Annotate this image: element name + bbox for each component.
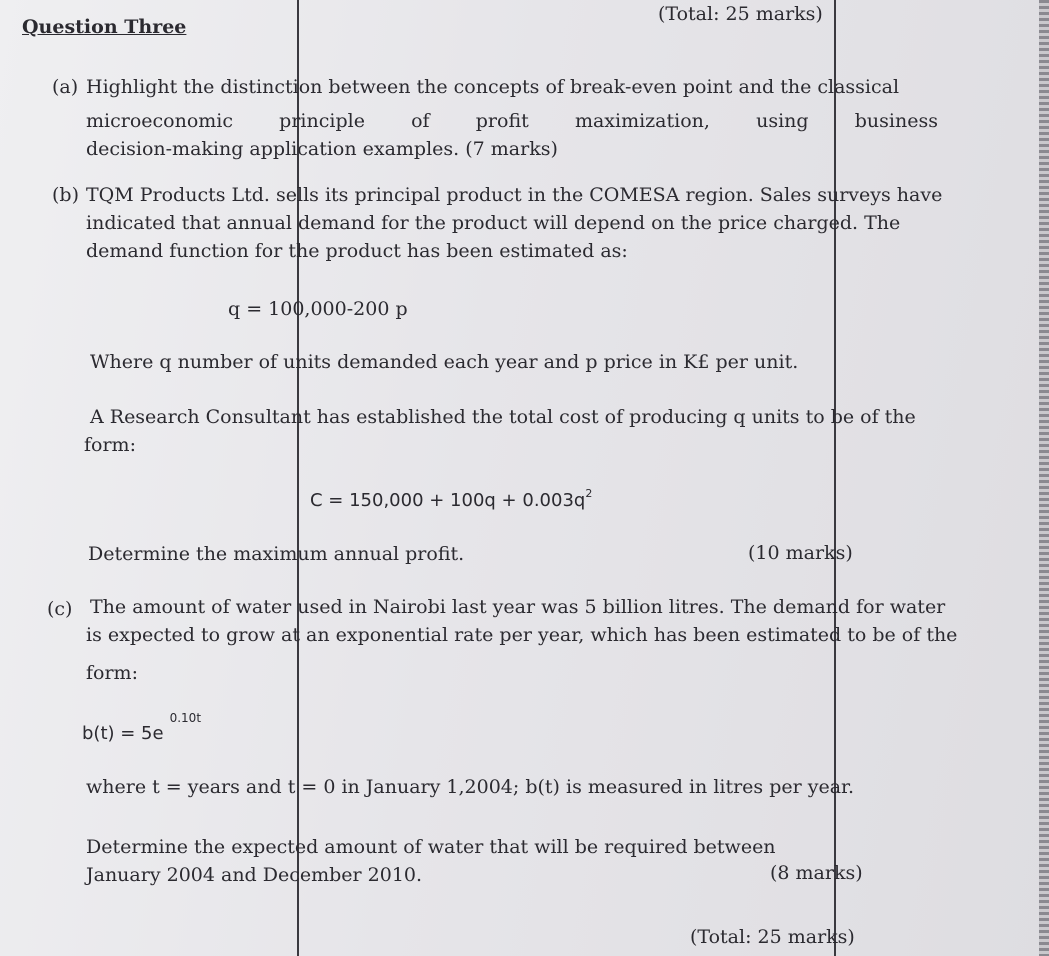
page-edge bbox=[1039, 0, 1049, 956]
part-a-word: principle bbox=[279, 110, 365, 132]
part-c-task-line1: Determine the expected amount of water that will be required between bbox=[86, 836, 776, 858]
part-a-label: (a) bbox=[52, 76, 79, 98]
part-c-line3: form: bbox=[86, 662, 138, 684]
part-c-line1: The amount of water used in Nairobi last year was 5 billion litres. The demand for water bbox=[90, 596, 946, 618]
part-a-word: profit bbox=[475, 110, 529, 132]
part-a-word: maximization, bbox=[574, 110, 710, 132]
part-a-word: business bbox=[854, 110, 938, 132]
question-title: Question Three bbox=[22, 16, 187, 38]
part-b-task: Determine the maximum annual profit. bbox=[88, 543, 465, 565]
part-b-line1: TQM Products Ltd. sells its principal product in the COMESA region. Sales surveys have bbox=[86, 184, 943, 206]
cost-equation bbox=[310, 487, 593, 511]
part-a-word: of bbox=[411, 110, 430, 132]
growth-equation-exponent: 0.10t bbox=[169, 711, 202, 725]
part-a-line3: decision-making application examples. (7 marks) bbox=[86, 138, 558, 160]
part-b-line2: indicated that annual demand for the product will depend on the price charged. The bbox=[86, 212, 901, 234]
total-marks-top: (Total: 25 marks) bbox=[658, 3, 823, 25]
demand-equation: q = 100,000-200 p bbox=[228, 298, 408, 320]
part-c-label: (c) bbox=[47, 598, 73, 620]
part-b-line3: demand function for the product has been estimated as: bbox=[86, 240, 628, 262]
part-c-where: where t = years and t = 0 in January 1,2004; b(t) is measured in litres per year. bbox=[86, 776, 855, 798]
demand-definition: Where q number of units demanded each year and p price in K£ per unit. bbox=[90, 351, 799, 373]
part-a-line1: Highlight the distinction between the concepts of break-even point and the classical bbox=[86, 76, 900, 98]
cost-equation-body: C = 150,000 + 100q + 0.003q bbox=[310, 490, 586, 511]
cost-intro-line1: A Research Consultant has established the total cost of producing q units to be of the bbox=[90, 406, 916, 428]
cost-intro-line2: form: bbox=[84, 434, 136, 456]
growth-equation bbox=[82, 711, 202, 744]
cost-equation-exponent: 2 bbox=[585, 487, 593, 500]
part-a-word: microeconomic bbox=[86, 110, 233, 132]
scan-line-right bbox=[834, 0, 836, 956]
part-a-word: using bbox=[756, 110, 809, 132]
part-c-line2: is expected to grow at an exponential rate per year, which has been estimated to be of the bbox=[86, 624, 958, 646]
part-b-label: (b) bbox=[52, 184, 79, 206]
part-a-line2 bbox=[86, 112, 938, 131]
part-b-marks: (10 marks) bbox=[748, 542, 853, 564]
part-c-marks: (8 marks) bbox=[770, 862, 863, 884]
part-c-task-line2: January 2004 and December 2010. bbox=[86, 864, 423, 886]
growth-equation-body: b(t) = 5e bbox=[82, 723, 164, 744]
total-marks-bottom: (Total: 25 marks) bbox=[690, 926, 855, 948]
